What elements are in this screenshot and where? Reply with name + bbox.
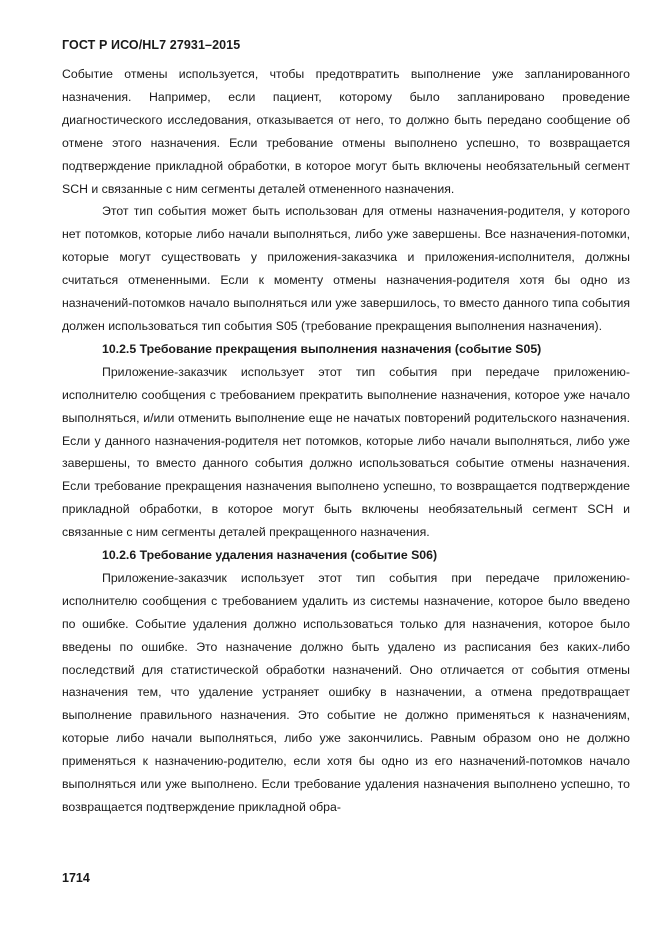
document-body xyxy=(62,63,630,819)
paragraph-parent-cancel: Этот тип события может быть использован для отмены назначения-родителя, у которого нет потомков, которые либо начали выполняться, либо уже завершены. Все назначения-потомки, которые могут существовать у приложения-заказчика и приложения-исполнителя, должны считаться отмененными. Если к моменту отмены назначения-родителя хотя бы одно из назначений-потомков начало выполняться или уже завершилось, то вместо данного типа события должен использоваться тип события S05 (требование прекращения выполнения назначения). xyxy=(62,204,630,333)
paragraph-s06: Приложение-заказчик использует этот тип события при передаче приложению-исполнителю сообщения с требованием удалить из системы назначение, которое было введено по ошибке. Событие удаления должно использоваться только для назначения, которое было введены по ошибке. Это назначение должно быть удалено из расписания без каких-либо последствий для статистической обработки назначений. Оно отличается от события отмены назначения тем, что удаление устраняет ошибку в назначении, а отмена предотвращает выполнение правильного назначения. Это событие не должно применяться к назначениям, которые либо начали выполняться, либо уже закончились. Равным образом оно не должно применяться к назначению-родителю, если хотя бы одно из его назначений-потомков начало выполняться или уже выполнено. Если требование удаления назначения выполнено успешно, то возвращается подтверждение прикладной обра- xyxy=(62,570,630,814)
paragraph-s05: Приложение-заказчик использует этот тип события при передаче приложению-исполнителю сообщения с требованием прекратить выполнение назначения, которое уже начало выполняться, и/или отменить выполнение еще не начатых повторений родительского назначения. Если у данного назначения-родителя нет потомков, которые либо начали выполняться, либо уже завершены, то вместо данного события должно использоваться событие отмены назначения. Если требование прекращения назначения выполнено успешно, то возвращается подтверждение прикладной обработки, в которое могут быть включены необязательный сегмент SCH и связанные с ним сегменты деталей прекращенного назначения. xyxy=(62,364,630,540)
section-heading-s06: 10.2.6 Требование удаления назначения (событие S06) xyxy=(102,548,438,563)
section-heading-s05: 10.2.5 Требование прекращения выполнения назначения (событие S05) xyxy=(102,341,542,356)
standard-header: ГОСТ Р ИСО/HL7 27931–2015 xyxy=(62,38,241,52)
page-number: 1714 xyxy=(62,871,90,885)
paragraph-cancel-event: Событие отмены используется, чтобы предотвратить выполнение уже запланированного назначения. Например, если пациент, которому было запланировано проведение диагностического исследования, отказывается от него, то должно быть передано сообщение об отмене этого назначения. Если требование отмены выполнено успешно, то возвращается подтверждение прикладной обработки, в которое могут быть включены необязательный сегмент SCH и связанные с ним сегменты деталей отмененного назначения. xyxy=(62,67,630,196)
